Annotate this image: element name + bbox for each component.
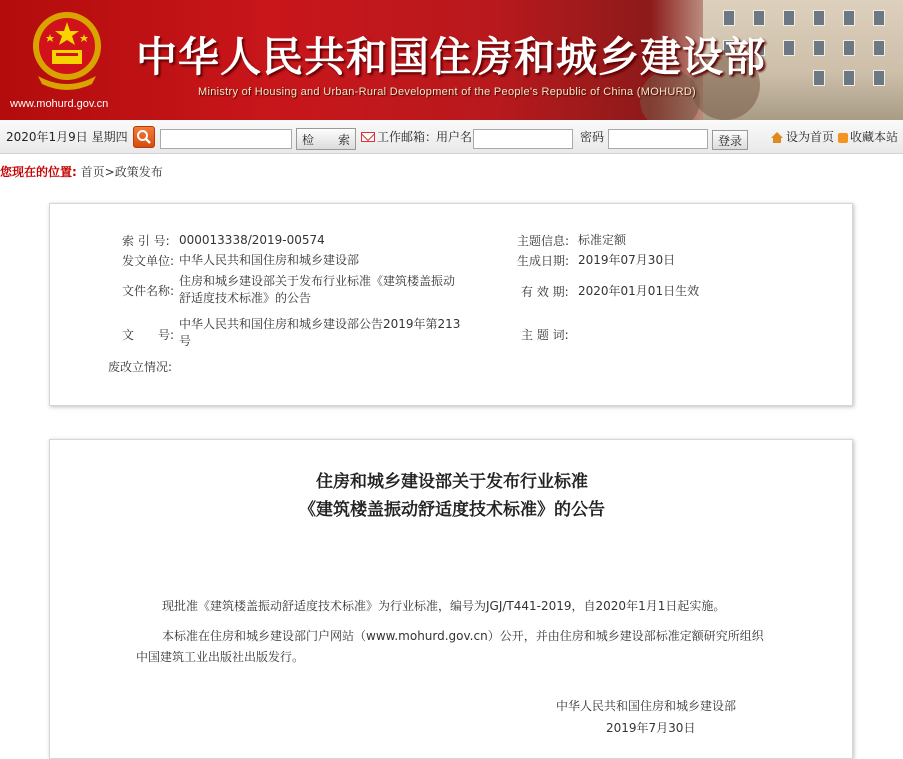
topic-label: 主题信息: (517, 234, 570, 248)
article-title-line1: 住房和城乡建设部关于发布行业标准 (316, 472, 588, 492)
article-title (50, 468, 854, 524)
add-favorite-link[interactable]: 收藏本站 (850, 130, 899, 144)
article-panel (49, 439, 853, 759)
date-value: 2019年07月30日 (578, 253, 676, 267)
national-emblem-icon (28, 6, 106, 92)
site-subtitle: Ministry of Housing and Urban-Rural Development of the People's Republic of China (MOHURD) (198, 86, 697, 98)
password-field[interactable] (608, 129, 708, 149)
home-icon (771, 132, 783, 138)
valid-value: 2020年01月01日生效 (578, 284, 700, 298)
username-field[interactable] (473, 129, 573, 149)
breadcrumb-home-link[interactable]: 首页 (80, 165, 105, 179)
docname-label: 文件名称: (122, 284, 175, 298)
docnum-label: 文 号: (122, 328, 175, 342)
site-url: www.mohurd.gov.cn (10, 98, 109, 110)
mail-icon (361, 132, 375, 142)
favorite-icon (838, 133, 848, 143)
breadcrumb (0, 163, 163, 181)
set-home-link[interactable]: 设为首页 (786, 130, 835, 144)
keyword-label: 主 题 词: (521, 328, 569, 342)
header-banner (0, 0, 903, 120)
status-label: 废改立情况: (108, 360, 173, 374)
article-title-line2: 《建筑楼盖振动舒适度技术标准》的公告 (299, 500, 605, 520)
current-date: 2020年1月9日 星期四 (6, 130, 128, 144)
valid-label: 有 效 期: (521, 285, 569, 299)
article-paragraph: 现批准《建筑楼盖振动舒适度技术标准》为行业标准，编号为JGJ/T441-2019，自2020年1月1日起实施。 (162, 599, 726, 613)
username-label: 用户名 (436, 130, 473, 144)
breadcrumb-separator: > (104, 165, 115, 179)
index-value: 000013338/2019-00574 (179, 233, 325, 247)
search-input[interactable] (160, 129, 292, 149)
article-sign-date: 2019年7月30日 (606, 721, 696, 735)
article-paragraph: 中国建筑工业出版社出版发行。 (136, 650, 305, 664)
mail-label: 工作邮箱： (377, 130, 438, 144)
docname-value: 住房和城乡建设部关于发布行业标准《建筑楼盖振动舒适度技术标准》的公告 (179, 274, 456, 305)
article-paragraph: 本标准在住房和城乡建设部门户网站（www.mohurd.gov.cn）公开，并由住房和城乡建设部标准定额研究所组织 (162, 629, 764, 643)
docnum-value: 中华人民共和国住房和城乡建设部公告2019年第213号 (179, 317, 461, 348)
search-button[interactable]: 检 索 (296, 128, 356, 150)
issuer-value: 中华人民共和国住房和城乡建设部 (179, 253, 360, 267)
site-title: 中华人民共和国住房和城乡建设部 (136, 33, 766, 81)
index-label: 索 引 号: (122, 234, 170, 248)
article-signer: 中华人民共和国住房和城乡建设部 (556, 699, 737, 713)
topic-value: 标准定额 (578, 233, 627, 247)
date-label: 生成日期: (517, 254, 570, 268)
issuer-label: 发文单位: (122, 254, 175, 268)
login-button[interactable]: 登录 (712, 130, 748, 150)
password-label: 密码 (580, 130, 605, 144)
breadcrumb-lead: 您现在的位置: (0, 165, 77, 179)
top-toolbar (0, 120, 903, 154)
breadcrumb-current-link[interactable]: 政策发布 (114, 165, 163, 179)
document-metadata-panel (49, 203, 853, 406)
search-icon[interactable] (133, 126, 155, 148)
